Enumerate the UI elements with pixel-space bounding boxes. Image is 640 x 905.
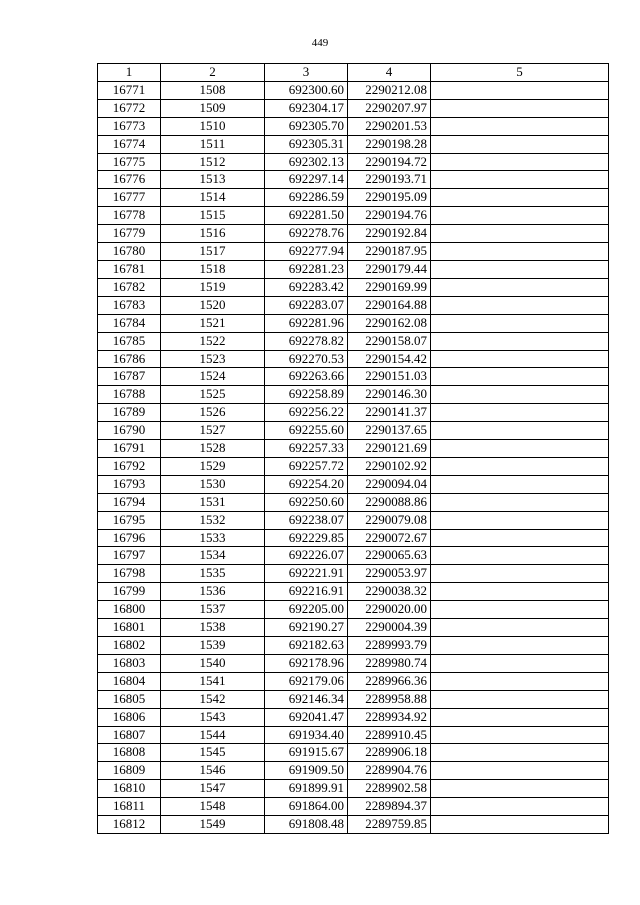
table-row	[98, 744, 609, 762]
table-cell-col3: 692305.31	[265, 135, 348, 153]
table-cell-col5	[431, 816, 609, 834]
table-cell-col3: 692304.17	[265, 99, 348, 117]
table-cell-col2: 1541	[161, 672, 265, 690]
table-cell-col4: 2290072.67	[348, 529, 431, 547]
table-row	[98, 117, 609, 135]
table-cell-col3: 691899.91	[265, 780, 348, 798]
table-cell-col2: 1521	[161, 314, 265, 332]
table-cell-col3: 692258.89	[265, 386, 348, 404]
table-cell-col1: 16772	[98, 99, 161, 117]
table-row	[98, 296, 609, 314]
table-cell-col1: 16792	[98, 457, 161, 475]
table-cell-col3: 691934.40	[265, 726, 348, 744]
table-cell-col1: 16803	[98, 654, 161, 672]
table-cell-col3: 692297.14	[265, 171, 348, 189]
table-cell-col2: 1509	[161, 99, 265, 117]
page-number: 449	[311, 37, 329, 49]
table-cell-col5	[431, 547, 609, 565]
table-cell-col1: 16796	[98, 529, 161, 547]
table-cell-col2: 1523	[161, 350, 265, 368]
header-row	[98, 64, 609, 82]
table-cell-col3: 691808.48	[265, 816, 348, 834]
table-cell-col3: 692250.60	[265, 493, 348, 511]
table-row	[98, 601, 609, 619]
table-cell-col4: 2290207.97	[348, 99, 431, 117]
table-cell-col5	[431, 565, 609, 583]
table-cell-col4: 2290004.39	[348, 619, 431, 637]
table-cell-col2: 1534	[161, 547, 265, 565]
table-cell-col3: 692041.47	[265, 708, 348, 726]
table-row	[98, 637, 609, 655]
table-cell-col2: 1515	[161, 207, 265, 225]
table-cell-col5	[431, 189, 609, 207]
table-cell-col3: 691915.67	[265, 744, 348, 762]
table-cell-col2: 1536	[161, 583, 265, 601]
table-cell-col2: 1510	[161, 117, 265, 135]
table-cell-col5	[431, 798, 609, 816]
table-cell-col3: 692257.33	[265, 440, 348, 458]
table-cell-col2: 1517	[161, 243, 265, 261]
table-cell-col4: 2290137.65	[348, 422, 431, 440]
table-cell-col3: 692270.53	[265, 350, 348, 368]
table-cell-col1: 16788	[98, 386, 161, 404]
table-row	[98, 583, 609, 601]
table-cell-col1: 16802	[98, 637, 161, 655]
table-row	[98, 762, 609, 780]
table-cell-col1: 16787	[98, 368, 161, 386]
table-cell-col1: 16801	[98, 619, 161, 637]
table-cell-col3: 692263.66	[265, 368, 348, 386]
table-row	[98, 278, 609, 296]
table-cell-col4: 2289966.36	[348, 672, 431, 690]
table-row	[98, 260, 609, 278]
table-row	[98, 511, 609, 529]
table-cell-col4: 2290193.71	[348, 171, 431, 189]
table-cell-col4: 2290192.84	[348, 225, 431, 243]
table-cell-col3: 692256.22	[265, 404, 348, 422]
table-cell-col1: 16800	[98, 601, 161, 619]
table-row	[98, 386, 609, 404]
table-cell-col4: 2290194.72	[348, 153, 431, 171]
table-cell-col5	[431, 296, 609, 314]
table-cell-col5	[431, 225, 609, 243]
table-cell-col2: 1516	[161, 225, 265, 243]
table-cell-col2: 1544	[161, 726, 265, 744]
table-cell-col5	[431, 386, 609, 404]
coordinates-table	[97, 63, 609, 834]
table-cell-col4: 2290169.99	[348, 278, 431, 296]
table-cell-col5	[431, 637, 609, 655]
table-cell-col5	[431, 440, 609, 458]
table-cell-col2: 1526	[161, 404, 265, 422]
table-cell-col4: 2290201.53	[348, 117, 431, 135]
table-cell-col2: 1545	[161, 744, 265, 762]
table-cell-col1: 16780	[98, 243, 161, 261]
table-cell-col4: 2290151.03	[348, 368, 431, 386]
table-cell-col2: 1514	[161, 189, 265, 207]
table-cell-col4: 2290194.76	[348, 207, 431, 225]
table-cell-col1: 16808	[98, 744, 161, 762]
table-cell-col5	[431, 529, 609, 547]
table-row	[98, 99, 609, 117]
table-cell-col5	[431, 153, 609, 171]
table-cell-col3: 692205.00	[265, 601, 348, 619]
table-cell-col5	[431, 81, 609, 99]
table-cell-col3: 692146.34	[265, 690, 348, 708]
table-cell-col4: 2290164.88	[348, 296, 431, 314]
table-cell-col4: 2290121.69	[348, 440, 431, 458]
table-cell-col1: 16779	[98, 225, 161, 243]
table-cell-col4: 2289902.58	[348, 780, 431, 798]
table-cell-col1: 16785	[98, 332, 161, 350]
table-cell-col1: 16775	[98, 153, 161, 171]
column-header-2: 2	[161, 64, 265, 82]
table-cell-col5	[431, 690, 609, 708]
table-cell-col4: 2290154.42	[348, 350, 431, 368]
table-row	[98, 780, 609, 798]
table-cell-col5	[431, 780, 609, 798]
table-cell-col1: 16799	[98, 583, 161, 601]
table-row	[98, 332, 609, 350]
table-cell-col1: 16778	[98, 207, 161, 225]
table-cell-col2: 1540	[161, 654, 265, 672]
table-cell-col4: 2290088.86	[348, 493, 431, 511]
table-cell-col3: 692221.91	[265, 565, 348, 583]
table-cell-col4: 2290102.92	[348, 457, 431, 475]
table-cell-col2: 1513	[161, 171, 265, 189]
table-cell-col4: 2289934.92	[348, 708, 431, 726]
table-cell-col1: 16805	[98, 690, 161, 708]
table-cell-col5	[431, 243, 609, 261]
table-cell-col5	[431, 708, 609, 726]
table-cell-col1: 16809	[98, 762, 161, 780]
table-row	[98, 493, 609, 511]
table-row	[98, 243, 609, 261]
table-cell-col2: 1546	[161, 762, 265, 780]
table-cell-col4: 2290187.95	[348, 243, 431, 261]
table-cell-col2: 1547	[161, 780, 265, 798]
table-cell-col1: 16798	[98, 565, 161, 583]
table-cell-col3: 692238.07	[265, 511, 348, 529]
table-row	[98, 475, 609, 493]
table-cell-col5	[431, 99, 609, 117]
table-cell-col1: 16774	[98, 135, 161, 153]
table-row	[98, 726, 609, 744]
table-cell-col3: 692278.76	[265, 225, 348, 243]
table-cell-col2: 1542	[161, 690, 265, 708]
table-row	[98, 225, 609, 243]
table-cell-col4: 2290212.08	[348, 81, 431, 99]
table-cell-col4: 2290162.08	[348, 314, 431, 332]
table-cell-col1: 16804	[98, 672, 161, 690]
table-cell-col5	[431, 332, 609, 350]
table-cell-col5	[431, 314, 609, 332]
table-cell-col2: 1529	[161, 457, 265, 475]
table-cell-col3: 692286.59	[265, 189, 348, 207]
table-cell-col2: 1532	[161, 511, 265, 529]
table-cell-col3: 692229.85	[265, 529, 348, 547]
table-row	[98, 189, 609, 207]
table-cell-col4: 2290053.97	[348, 565, 431, 583]
table-row	[98, 798, 609, 816]
table-cell-col5	[431, 583, 609, 601]
table-cell-col4: 2290065.63	[348, 547, 431, 565]
table-cell-col3: 692300.60	[265, 81, 348, 99]
table-cell-col5	[431, 422, 609, 440]
table-row	[98, 672, 609, 690]
table-cell-col2: 1511	[161, 135, 265, 153]
table-cell-col1: 16771	[98, 81, 161, 99]
table-cell-col5	[431, 493, 609, 511]
table-row	[98, 81, 609, 99]
table-row	[98, 404, 609, 422]
table-cell-col2: 1525	[161, 386, 265, 404]
table-cell-col5	[431, 135, 609, 153]
table-row	[98, 654, 609, 672]
table-cell-col5	[431, 475, 609, 493]
table-cell-col4: 2290179.44	[348, 260, 431, 278]
table-cell-col1: 16773	[98, 117, 161, 135]
table-cell-col5	[431, 350, 609, 368]
table-cell-col4: 2290146.30	[348, 386, 431, 404]
table-cell-col2: 1520	[161, 296, 265, 314]
table-cell-col2: 1533	[161, 529, 265, 547]
table-row	[98, 816, 609, 834]
table-cell-col3: 692281.50	[265, 207, 348, 225]
table-cell-col4: 2290079.08	[348, 511, 431, 529]
table-cell-col5	[431, 726, 609, 744]
table-row	[98, 457, 609, 475]
table-cell-col1: 16784	[98, 314, 161, 332]
table-cell-col1: 16789	[98, 404, 161, 422]
column-header-4: 4	[348, 64, 431, 82]
table-cell-col5	[431, 601, 609, 619]
table-cell-col2: 1527	[161, 422, 265, 440]
table-cell-col1: 16811	[98, 798, 161, 816]
table-cell-col3: 692190.27	[265, 619, 348, 637]
table-cell-col1: 16783	[98, 296, 161, 314]
table-cell-col3: 692281.23	[265, 260, 348, 278]
table-cell-col1: 16807	[98, 726, 161, 744]
table-row	[98, 619, 609, 637]
table-row	[98, 350, 609, 368]
table-cell-col3: 692179.06	[265, 672, 348, 690]
table-cell-col3: 692283.07	[265, 296, 348, 314]
table-cell-col2: 1518	[161, 260, 265, 278]
table-cell-col3: 692278.82	[265, 332, 348, 350]
table-cell-col2: 1519	[161, 278, 265, 296]
table-cell-col2: 1528	[161, 440, 265, 458]
table-cell-col2: 1512	[161, 153, 265, 171]
table-cell-col1: 16793	[98, 475, 161, 493]
table-cell-col4: 2289980.74	[348, 654, 431, 672]
table-row	[98, 690, 609, 708]
table-cell-col5	[431, 260, 609, 278]
table-cell-col3: 692178.96	[265, 654, 348, 672]
table-cell-col2: 1522	[161, 332, 265, 350]
table-cell-col1: 16806	[98, 708, 161, 726]
table-cell-col2: 1549	[161, 816, 265, 834]
table-cell-col5	[431, 368, 609, 386]
table-cell-col2: 1530	[161, 475, 265, 493]
table-cell-col3: 692281.96	[265, 314, 348, 332]
table-row	[98, 422, 609, 440]
table-cell-col1: 16782	[98, 278, 161, 296]
table-cell-col4: 2289904.76	[348, 762, 431, 780]
column-header-1: 1	[98, 64, 161, 82]
table-cell-col1: 16797	[98, 547, 161, 565]
table-cell-col3: 692255.60	[265, 422, 348, 440]
table-cell-col5	[431, 207, 609, 225]
table-row	[98, 547, 609, 565]
table-cell-col3: 692226.07	[265, 547, 348, 565]
table-cell-col5	[431, 672, 609, 690]
table-cell-col3: 692257.72	[265, 457, 348, 475]
table-cell-col4: 2290158.07	[348, 332, 431, 350]
table-row	[98, 153, 609, 171]
table-row	[98, 529, 609, 547]
table-cell-col3: 692216.91	[265, 583, 348, 601]
table-cell-col1: 16781	[98, 260, 161, 278]
column-header-5: 5	[431, 64, 609, 82]
table-cell-col2: 1531	[161, 493, 265, 511]
table-cell-col3: 691864.00	[265, 798, 348, 816]
table-cell-col3: 692182.63	[265, 637, 348, 655]
table-cell-col4: 2290198.28	[348, 135, 431, 153]
column-header-3: 3	[265, 64, 348, 82]
table-cell-col5	[431, 404, 609, 422]
table-cell-col2: 1539	[161, 637, 265, 655]
table-cell-col5	[431, 457, 609, 475]
table-cell-col3: 692283.42	[265, 278, 348, 296]
table-row	[98, 135, 609, 153]
table-cell-col1: 16777	[98, 189, 161, 207]
table-cell-col5	[431, 654, 609, 672]
table-cell-col4: 2290094.04	[348, 475, 431, 493]
table-cell-col1: 16786	[98, 350, 161, 368]
table-row	[98, 368, 609, 386]
table-cell-col4: 2289993.79	[348, 637, 431, 655]
table-cell-col2: 1538	[161, 619, 265, 637]
table-cell-col3: 691909.50	[265, 762, 348, 780]
table-cell-col5	[431, 511, 609, 529]
table-cell-col4: 2289894.37	[348, 798, 431, 816]
table-cell-col5	[431, 278, 609, 296]
table-cell-col4: 2290020.00	[348, 601, 431, 619]
table-cell-col3: 692277.94	[265, 243, 348, 261]
table-cell-col1: 16776	[98, 171, 161, 189]
table-cell-col5	[431, 744, 609, 762]
table-cell-col4: 2289906.18	[348, 744, 431, 762]
table-cell-col1: 16795	[98, 511, 161, 529]
table-row	[98, 207, 609, 225]
table-cell-col4: 2290195.09	[348, 189, 431, 207]
table-row	[98, 440, 609, 458]
table-row	[98, 314, 609, 332]
table-cell-col4: 2290141.37	[348, 404, 431, 422]
table-cell-col1: 16812	[98, 816, 161, 834]
table-cell-col1: 16794	[98, 493, 161, 511]
table-cell-col5	[431, 762, 609, 780]
table-cell-col5	[431, 619, 609, 637]
table-cell-col3: 692254.20	[265, 475, 348, 493]
table-cell-col2: 1548	[161, 798, 265, 816]
table-cell-col1: 16810	[98, 780, 161, 798]
table-cell-col2: 1508	[161, 81, 265, 99]
table-cell-col4: 2289958.88	[348, 690, 431, 708]
table-cell-col5	[431, 117, 609, 135]
table-cell-col4: 2290038.32	[348, 583, 431, 601]
table-cell-col3: 692302.13	[265, 153, 348, 171]
table-cell-col5	[431, 171, 609, 189]
table-cell-col2: 1535	[161, 565, 265, 583]
table-cell-col4: 2289910.45	[348, 726, 431, 744]
table-row	[98, 171, 609, 189]
table-row	[98, 708, 609, 726]
table-body	[98, 81, 609, 833]
table-cell-col2: 1524	[161, 368, 265, 386]
table-cell-col4: 2289759.85	[348, 816, 431, 834]
table-cell-col1: 16790	[98, 422, 161, 440]
table-cell-col2: 1537	[161, 601, 265, 619]
table-cell-col3: 692305.70	[265, 117, 348, 135]
table-cell-col2: 1543	[161, 708, 265, 726]
table-row	[98, 565, 609, 583]
table-cell-col1: 16791	[98, 440, 161, 458]
